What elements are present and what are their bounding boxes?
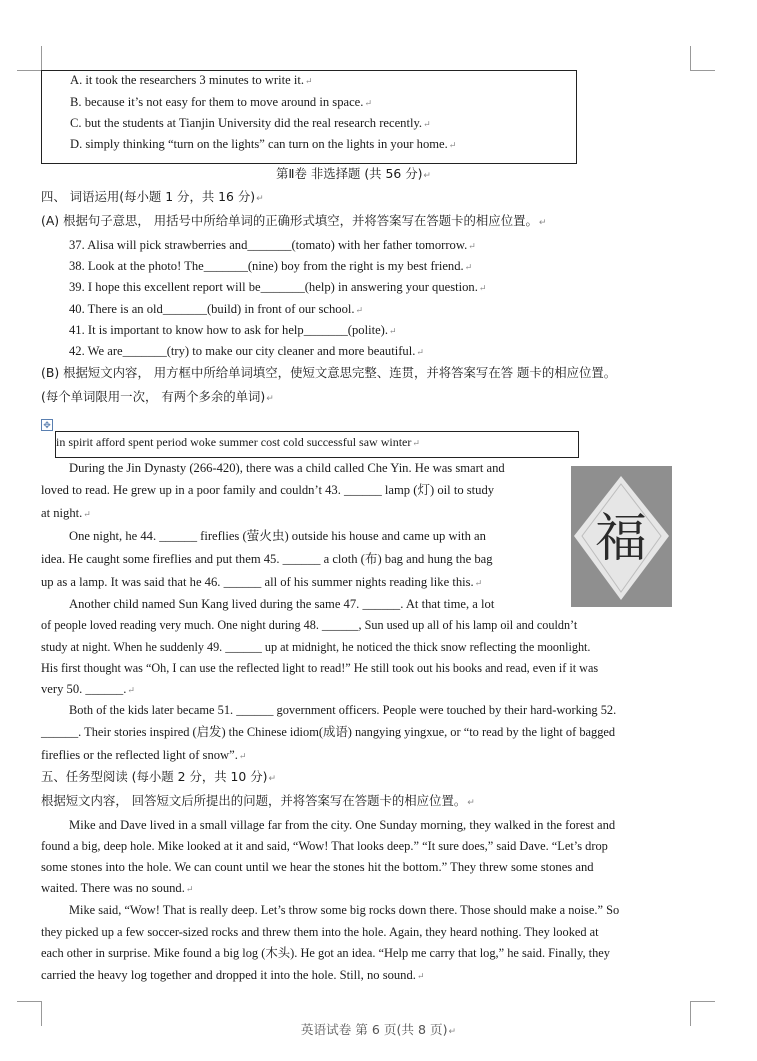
option-b: B. because it’s not easy for them to move around in space.↵ (70, 95, 372, 109)
calligraphy-photo (571, 466, 672, 607)
calligraphy-photo-graphic (571, 466, 672, 607)
question-42: 42. We are_______(try) to make our city cleaner and more beautiful.↵ (69, 344, 424, 358)
part2-title: 第Ⅱ卷 非选择题 (共 56 分)↵ (276, 166, 431, 181)
passage-line: some stones into the hole. We can count until we hear the stones hit the bottom.” They threw some stones and (41, 860, 594, 874)
table-move-handle-icon[interactable]: ✥ (41, 419, 53, 431)
passage-line: idea. He caught some fireflies and put them 45. ______ a cloth (布) bag and hung the bag (41, 552, 493, 566)
passage-line: fireflies or the reflected light of snow”.↵ (41, 748, 247, 762)
word-box-words: in spirit afford spent period woke summer cost cold successful saw winter↵ (56, 435, 420, 449)
passage-line: Both of the kids later became 51. ______ government officers. People were touched by their hard-working 52. (69, 703, 617, 717)
passage-line: waited. There was no sound.↵ (41, 881, 194, 895)
question-41: 41. It is important to know how to ask for help_______(polite).↵ (69, 323, 397, 337)
section4-partA-instruction: (A) 根据句子意思， 用括号中所给单词的正确形式填空，并将答案写在答题卡的相应位置。↵ (41, 213, 547, 228)
question-39: 39. I hope this excellent report will be_______(help) in answering your question.↵ (69, 280, 487, 294)
section5-instruction: 根据短文内容， 回答短文后所提出的问题，并将答案写在答题卡的相应位置。↵ (41, 793, 475, 808)
section4-partB-note: (每个单词限用一次， 有两个多余的单词)↵ (41, 389, 274, 404)
section4-partB-instruction: (B) 根据短文内容， 用方框中所给单词填空，使短文意思完整、连贯，并将答案写在答 题卡的相应位置。 (41, 365, 617, 380)
passage-line: During the Jin Dynasty (266-420), there was a child called Che Yin. He was smart and (69, 461, 505, 475)
answer-blank[interactable]: _______ (260, 280, 305, 294)
passage-line: study at night. When he suddenly 49. ______ up at midnight, he noticed the thick snow reflecting the moonlight. (41, 640, 591, 654)
option-c: C. but the students at Tianjin University did the real research recently.↵ (70, 116, 431, 130)
answer-blank[interactable]: _______ (162, 302, 207, 316)
option-d: D. simply thinking “turn on the lights” can turn on the lights in your home.↵ (70, 137, 457, 151)
crop-mark-top-left (17, 46, 42, 71)
page-footer: 英语试卷 第 6 页(共 8 页)↵ (300, 1022, 457, 1037)
photo-character: 福 (594, 509, 648, 569)
passage-line: loved to read. He grew up in a poor family and couldn’t 43. ______ lamp (灯) oil to study (41, 483, 495, 497)
answer-blank[interactable]: _______ (247, 238, 292, 252)
passage-line: found a big, deep hole. Mike looked at it and said, “Wow! That looks deep.” “It sure does,” said Dave. “Let’s drop (41, 839, 608, 853)
question-37: 37. Alisa will pick strawberries and_______(tomato) with her father tomorrow.↵ (69, 238, 476, 252)
passage-line: Mike and Dave lived in a small village far from the city. One Sunday morning, they walked in the forest and (69, 818, 616, 832)
passage-line: at night.↵ (41, 506, 91, 520)
passage-line: His first thought was “Oh, I can use the reflected light to read!” He still took out his books and read, even if it was (41, 661, 599, 675)
passage-line: One night, he 44. ______ fireflies (萤火虫) outside his house and came up with an (69, 529, 486, 543)
question-38: 38. Look at the photo! The_______(nine) boy from the right is my best friend.↵ (69, 259, 473, 273)
passage-line: carried the heavy log together and dropped it into the hole. Still, no sound.↵ (41, 968, 425, 982)
answer-blank[interactable]: _______ (303, 323, 348, 337)
passage-line: each other in surprise. Mike found a big log (木头). He got an idea. “Help me carry that log,” he said. Finally, they (41, 946, 611, 960)
answer-blank[interactable]: _______ (203, 259, 248, 273)
passage-line: up as a lamp. It was said that he 46. ______ all of his summer nights reading like this.↵ (41, 575, 483, 589)
passage-line: Mike said, “Wow! That is really deep. Let’s throw some big rocks down there. Those should make a noise.” So (69, 903, 620, 917)
option-a: A. it took the researchers 3 minutes to write it.↵ (70, 73, 313, 87)
question-40: 40. There is an old_______(build) in front of our school.↵ (69, 302, 364, 316)
crop-mark-top-right (690, 46, 715, 71)
passage-line: they picked up a few soccer-sized rocks and threw them into the hole. Again, they heard nothing. They looked at (41, 925, 599, 939)
passage-line: ______. Their stories inspired (启发) the Chinese idiom(成语) nangying yingxue, or “to read by the light of bagged (41, 725, 616, 739)
passage-line: very 50. ______.↵ (41, 682, 135, 696)
passage-line: of people loved reading very much. One night during 48. ______, Sun used up all of his lamp oil and couldn’t (41, 618, 578, 632)
passage-line: Another child named Sun Kang lived during the same 47. ______. At that time, a lot (69, 597, 495, 611)
section5-heading: 五、任务型阅读 (每小题 2 分，共 10 分)↵ (41, 769, 277, 784)
answer-blank[interactable]: _______ (122, 344, 167, 358)
section4-heading: 四、 词语运用(每小题 1 分，共 16 分)↵ (41, 189, 264, 204)
